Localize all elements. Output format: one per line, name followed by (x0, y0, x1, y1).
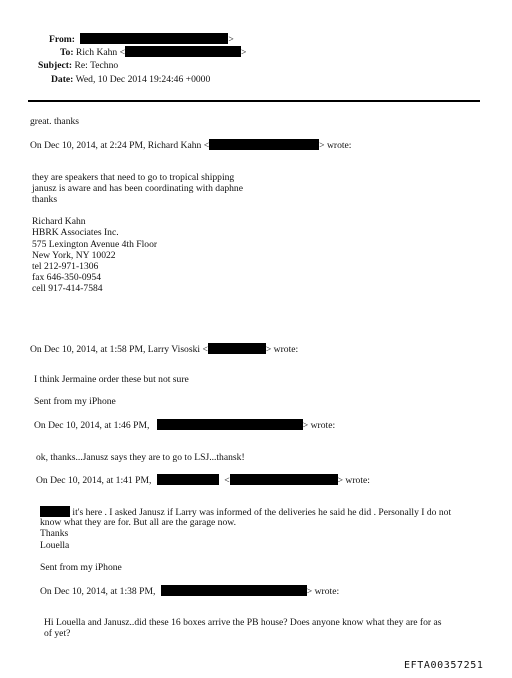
quote-2-text: I think Jermaine order these but not sure (34, 374, 189, 385)
redaction (40, 506, 70, 517)
signature-line: tel 212-971-1306 (32, 261, 99, 272)
header-from: From: > (49, 34, 234, 45)
redaction (80, 33, 228, 44)
redaction (157, 419, 303, 430)
quote-header-4: On Dec 10, 2014, at 1:41 PM, < > wrote: (36, 475, 370, 486)
header-divider (28, 100, 480, 102)
signature-line: cell 917-414-7584 (32, 283, 103, 294)
quote-4-sent: Sent from my iPhone (40, 562, 122, 573)
quote-4-name: Louella (40, 540, 70, 551)
redaction (209, 139, 319, 150)
quote-header-2: On Dec 10, 2014, at 1:58 PM, Larry Visoski < > wrote: (30, 344, 299, 355)
quote-4-line: it's here . I asked Janusz if Larry was informed of the deliveries he said he did . Personally I do not (40, 506, 451, 518)
quote-4-thanks: Thanks (40, 528, 69, 539)
quote-3-text: ok, thanks...Janusz says they are to go to LSJ...thansk! (36, 452, 245, 463)
signature-line: fax 646-350-0954 (32, 272, 102, 283)
quote-header-3: On Dec 10, 2014, at 1:46 PM, > wrote: (34, 420, 336, 431)
header-date (51, 74, 210, 85)
signature-line: New York, NY 10022 (32, 250, 116, 261)
reply-text: great. thanks (30, 116, 80, 127)
header-subject (38, 60, 118, 71)
from-label: From: (49, 34, 75, 45)
quote-header-5: On Dec 10, 2014, at 1:38 PM, > wrote: (40, 586, 340, 597)
quote-header-1: On Dec 10, 2014, at 2:24 PM, Richard Kahn < > wrote: (30, 140, 352, 151)
header-to: To: Rich Kahn < > (60, 47, 247, 58)
date-label: Date: (51, 74, 74, 85)
quote-4-line: know what they are for. But all are the garage now. (40, 517, 236, 528)
redaction (161, 585, 307, 596)
redaction (125, 46, 241, 57)
date-value: Wed, 10 Dec 2014 19:24:46 +0000 (75, 74, 211, 85)
quote-5-line: Hi Louella and Janusz..did these 16 boxes arrive the PB house? Does anyone know what they are for as (44, 617, 442, 628)
quote-1-line: they are speakers that need to go to tropical shipping (32, 172, 235, 183)
signature-line: Richard Kahn (32, 216, 86, 227)
document-id-stamp: EFTA00357251 (404, 660, 484, 671)
subject-label: Subject: (38, 60, 73, 71)
to-value: Rich Kahn < (75, 47, 126, 58)
quote-1-line: janusz is aware and has been coordinating with daphne (32, 183, 243, 194)
quote-2-sent: Sent from my iPhone (34, 396, 116, 407)
quote-1-line: thanks (32, 194, 58, 205)
to-label: To: (60, 47, 74, 58)
redaction (230, 474, 338, 485)
signature-line: HBRK Associates Inc. (32, 227, 119, 238)
signature-line: 575 Lexington Avenue 4th Floor (32, 239, 158, 250)
subject-value: Re: Techno (74, 60, 119, 71)
redaction (208, 343, 266, 354)
quote-5-line: of yet? (44, 628, 71, 639)
redaction (157, 474, 219, 485)
